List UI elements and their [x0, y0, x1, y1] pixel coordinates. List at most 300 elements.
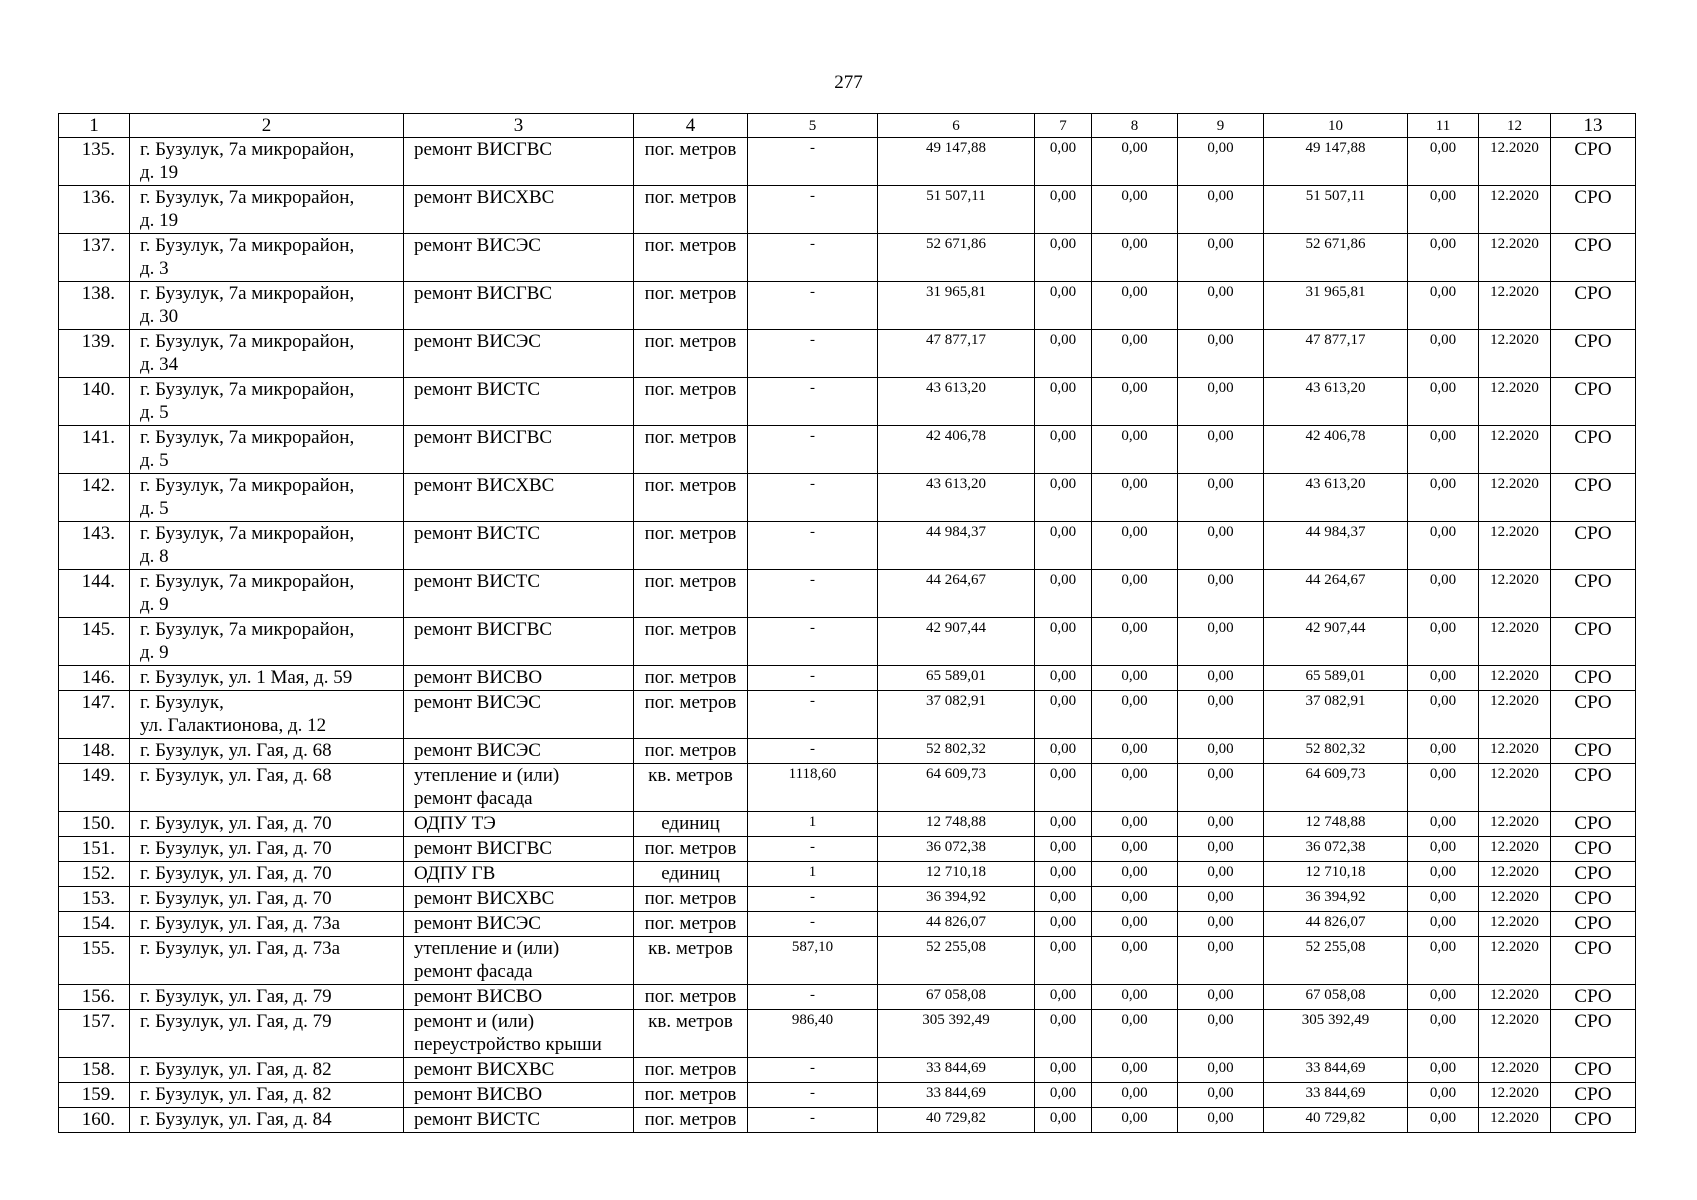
work-type-cell-line: утепление и (или) — [414, 765, 560, 786]
fund-col7-cell: 0,00 — [1035, 837, 1092, 862]
work-type-cell-line: ремонт фасада — [414, 788, 533, 809]
fund-col11-cell: 0,00 — [1408, 570, 1479, 618]
table-row — [59, 570, 1636, 618]
address-cell-line: г. Бузулук, 7а микрорайон, — [140, 619, 355, 640]
address-cell-line: ул. Галактионова, д. 12 — [140, 715, 327, 736]
executor-cell: СРО — [1551, 739, 1636, 764]
repair-registry-table — [58, 113, 1636, 1133]
address-cell-line: г. Бузулук, ул. Гая, д. 70 — [140, 888, 332, 909]
volume-cell: - — [748, 691, 878, 739]
address-cell-line: г. Бузулук, 7а микрорайон, — [140, 427, 355, 448]
table-row — [59, 887, 1636, 912]
deadline-cell: 12.2020 — [1479, 912, 1551, 937]
table-row — [59, 522, 1636, 570]
work-type-cell — [404, 739, 634, 764]
table-row — [59, 837, 1636, 862]
fund-col9-cell: 0,00 — [1178, 522, 1264, 570]
fund-col11-cell: 0,00 — [1408, 739, 1479, 764]
work-type-cell-line: ремонт ВИСТС — [414, 523, 541, 544]
row-number: 136. — [59, 186, 130, 234]
column-number-cell: 9 — [1178, 114, 1264, 138]
work-type-cell-line: ремонт ВИСГВС — [414, 139, 553, 160]
address-cell-line: д. 8 — [140, 546, 169, 567]
executor-cell: СРО — [1551, 330, 1636, 378]
fund-col8-cell: 0,00 — [1092, 1108, 1178, 1133]
row-number: 135. — [59, 138, 130, 186]
fund-col8-cell: 0,00 — [1092, 282, 1178, 330]
address-cell-line: г. Бузулук, 7а микрорайон, — [140, 379, 355, 400]
fund-col11-cell: 0,00 — [1408, 522, 1479, 570]
address-cell — [130, 570, 404, 618]
fund-col7-cell: 0,00 — [1035, 1058, 1092, 1083]
column-number-row — [59, 114, 1636, 138]
fund-col9-cell: 0,00 — [1178, 1083, 1264, 1108]
total-cell: 51 507,11 — [1264, 186, 1408, 234]
cost-cell: 52 671,86 — [878, 234, 1035, 282]
column-number-cell: 5 — [748, 114, 878, 138]
deadline-cell: 12.2020 — [1479, 138, 1551, 186]
volume-cell: - — [748, 887, 878, 912]
work-type-cell-line: ремонт ВИСХВС — [414, 475, 555, 496]
work-type-cell — [404, 1010, 634, 1058]
row-number: 147. — [59, 691, 130, 739]
row-number: 137. — [59, 234, 130, 282]
total-cell: 40 729,82 — [1264, 1108, 1408, 1133]
fund-col9-cell: 0,00 — [1178, 1108, 1264, 1133]
fund-col11-cell: 0,00 — [1408, 1083, 1479, 1108]
row-number: 140. — [59, 378, 130, 426]
fund-col9-cell: 0,00 — [1178, 186, 1264, 234]
table-row — [59, 330, 1636, 378]
fund-col7-cell: 0,00 — [1035, 985, 1092, 1010]
work-type-cell — [404, 912, 634, 937]
address-cell — [130, 862, 404, 887]
deadline-cell: 12.2020 — [1479, 739, 1551, 764]
unit-cell: пог. метров — [634, 887, 748, 912]
column-number-cell: 11 — [1408, 114, 1479, 138]
work-type-cell-line: переустройство крыши — [414, 1034, 602, 1055]
unit-cell: пог. метров — [634, 666, 748, 691]
work-type-cell — [404, 570, 634, 618]
fund-col8-cell: 0,00 — [1092, 330, 1178, 378]
fund-col9-cell: 0,00 — [1178, 426, 1264, 474]
address-cell-line: г. Бузулук, ул. Гая, д. 70 — [140, 813, 332, 834]
table-row — [59, 618, 1636, 666]
total-cell: 36 072,38 — [1264, 837, 1408, 862]
fund-col7-cell: 0,00 — [1035, 378, 1092, 426]
work-type-cell — [404, 138, 634, 186]
volume-cell: - — [748, 618, 878, 666]
address-cell — [130, 1083, 404, 1108]
total-cell: 36 394,92 — [1264, 887, 1408, 912]
fund-col7-cell: 0,00 — [1035, 618, 1092, 666]
work-type-cell — [404, 1083, 634, 1108]
fund-col7-cell: 0,00 — [1035, 186, 1092, 234]
work-type-cell-line: ремонт ВИСГВС — [414, 619, 553, 640]
fund-col7-cell: 0,00 — [1035, 1108, 1092, 1133]
total-cell: 43 613,20 — [1264, 378, 1408, 426]
fund-col8-cell: 0,00 — [1092, 1083, 1178, 1108]
fund-col9-cell: 0,00 — [1178, 1010, 1264, 1058]
table-row — [59, 812, 1636, 837]
address-cell — [130, 912, 404, 937]
work-type-cell-line: ОДПУ ТЭ — [414, 813, 496, 834]
deadline-cell: 12.2020 — [1479, 691, 1551, 739]
fund-col7-cell: 0,00 — [1035, 570, 1092, 618]
volume-cell: - — [748, 1083, 878, 1108]
unit-cell: единиц — [634, 862, 748, 887]
work-type-cell-line: ремонт ВИСХВС — [414, 187, 555, 208]
address-cell-line: г. Бузулук, ул. Гая, д. 70 — [140, 863, 332, 884]
unit-cell: пог. метров — [634, 1083, 748, 1108]
address-cell-line: д. 34 — [140, 354, 179, 375]
fund-col11-cell: 0,00 — [1408, 186, 1479, 234]
executor-cell: СРО — [1551, 138, 1636, 186]
address-cell-line: г. Бузулук, 7а микрорайон, — [140, 571, 355, 592]
fund-col11-cell: 0,00 — [1408, 764, 1479, 812]
executor-cell: СРО — [1551, 837, 1636, 862]
total-cell: 49 147,88 — [1264, 138, 1408, 186]
work-type-cell — [404, 691, 634, 739]
fund-col7-cell: 0,00 — [1035, 522, 1092, 570]
fund-col7-cell: 0,00 — [1035, 691, 1092, 739]
unit-cell: кв. метров — [634, 764, 748, 812]
fund-col9-cell: 0,00 — [1178, 837, 1264, 862]
unit-cell: пог. метров — [634, 691, 748, 739]
fund-col7-cell: 0,00 — [1035, 812, 1092, 837]
table-row — [59, 764, 1636, 812]
address-cell — [130, 138, 404, 186]
fund-col7-cell: 0,00 — [1035, 739, 1092, 764]
fund-col9-cell: 0,00 — [1178, 666, 1264, 691]
address-cell-line: г. Бузулук, 7а микрорайон, — [140, 331, 355, 352]
table-row — [59, 739, 1636, 764]
deadline-cell: 12.2020 — [1479, 812, 1551, 837]
cost-cell: 305 392,49 — [878, 1010, 1035, 1058]
executor-cell: СРО — [1551, 426, 1636, 474]
address-cell-line: д. 19 — [140, 162, 179, 183]
executor-cell: СРО — [1551, 912, 1636, 937]
address-cell-line: г. Бузулук, 7а микрорайон, — [140, 283, 355, 304]
table-row — [59, 1010, 1636, 1058]
total-cell: 37 082,91 — [1264, 691, 1408, 739]
fund-col11-cell: 0,00 — [1408, 1058, 1479, 1083]
column-number-cell: 6 — [878, 114, 1035, 138]
work-type-cell-line: ремонт ВИСЭС — [414, 740, 541, 761]
address-cell-line: г. Бузулук, ул. Гая, д. 84 — [140, 1109, 332, 1130]
total-cell: 44 826,07 — [1264, 912, 1408, 937]
table-row — [59, 985, 1636, 1010]
total-cell: 43 613,20 — [1264, 474, 1408, 522]
row-number: 155. — [59, 937, 130, 985]
table-row — [59, 1058, 1636, 1083]
volume-cell: - — [748, 912, 878, 937]
table-row — [59, 937, 1636, 985]
total-cell: 305 392,49 — [1264, 1010, 1408, 1058]
work-type-cell — [404, 330, 634, 378]
cost-cell: 12 710,18 — [878, 862, 1035, 887]
fund-col9-cell: 0,00 — [1178, 985, 1264, 1010]
fund-col9-cell: 0,00 — [1178, 862, 1264, 887]
column-number-cell: 1 — [59, 114, 130, 138]
fund-col11-cell: 0,00 — [1408, 138, 1479, 186]
fund-col9-cell: 0,00 — [1178, 234, 1264, 282]
fund-col9-cell: 0,00 — [1178, 378, 1264, 426]
address-cell — [130, 1058, 404, 1083]
total-cell: 33 844,69 — [1264, 1083, 1408, 1108]
cost-cell: 51 507,11 — [878, 186, 1035, 234]
fund-col8-cell: 0,00 — [1092, 138, 1178, 186]
total-cell: 44 984,37 — [1264, 522, 1408, 570]
volume-cell: - — [748, 138, 878, 186]
total-cell: 42 406,78 — [1264, 426, 1408, 474]
fund-col8-cell: 0,00 — [1092, 837, 1178, 862]
executor-cell: СРО — [1551, 1010, 1636, 1058]
work-type-cell — [404, 1108, 634, 1133]
address-cell — [130, 186, 404, 234]
deadline-cell: 12.2020 — [1479, 618, 1551, 666]
column-number-cell: 12 — [1479, 114, 1551, 138]
cost-cell: 64 609,73 — [878, 764, 1035, 812]
work-type-cell-line: ремонт ВИСВО — [414, 986, 543, 1007]
address-cell-line: г. Бузулук, ул. Гая, д. 73а — [140, 938, 341, 959]
unit-cell: кв. метров — [634, 937, 748, 985]
fund-col11-cell: 0,00 — [1408, 282, 1479, 330]
address-cell — [130, 426, 404, 474]
work-type-cell-line: ремонт ВИСТС — [414, 571, 541, 592]
work-type-cell-line: ремонт и (или) — [414, 1011, 535, 1032]
work-type-cell — [404, 474, 634, 522]
fund-col7-cell: 0,00 — [1035, 1083, 1092, 1108]
row-number: 152. — [59, 862, 130, 887]
executor-cell: СРО — [1551, 186, 1636, 234]
work-type-cell-line: ремонт ВИСЭС — [414, 331, 541, 352]
address-cell-line: г. Бузулук, 7а микрорайон, — [140, 523, 355, 544]
address-cell-line: д. 5 — [140, 450, 169, 471]
fund-col7-cell: 0,00 — [1035, 666, 1092, 691]
address-cell-line: д. 9 — [140, 642, 169, 663]
work-type-cell — [404, 666, 634, 691]
cost-cell: 44 826,07 — [878, 912, 1035, 937]
work-type-cell-line: ремонт ВИСГВС — [414, 838, 553, 859]
work-type-cell — [404, 764, 634, 812]
row-number: 142. — [59, 474, 130, 522]
cost-cell: 47 877,17 — [878, 330, 1035, 378]
total-cell: 12 748,88 — [1264, 812, 1408, 837]
table-row — [59, 186, 1636, 234]
fund-col11-cell: 0,00 — [1408, 887, 1479, 912]
total-cell: 64 609,73 — [1264, 764, 1408, 812]
fund-col11-cell: 0,00 — [1408, 837, 1479, 862]
cost-cell: 67 058,08 — [878, 985, 1035, 1010]
executor-cell: СРО — [1551, 1083, 1636, 1108]
fund-col9-cell: 0,00 — [1178, 691, 1264, 739]
fund-col9-cell: 0,00 — [1178, 764, 1264, 812]
work-type-cell — [404, 837, 634, 862]
fund-col9-cell: 0,00 — [1178, 739, 1264, 764]
cost-cell: 43 613,20 — [878, 378, 1035, 426]
unit-cell: кв. метров — [634, 1010, 748, 1058]
address-cell — [130, 618, 404, 666]
deadline-cell: 12.2020 — [1479, 282, 1551, 330]
column-number-cell: 4 — [634, 114, 748, 138]
total-cell: 47 877,17 — [1264, 330, 1408, 378]
fund-col11-cell: 0,00 — [1408, 937, 1479, 985]
total-cell: 52 255,08 — [1264, 937, 1408, 985]
address-cell-line: г. Бузулук, 7а микрорайон, — [140, 139, 355, 160]
cost-cell: 31 965,81 — [878, 282, 1035, 330]
column-number-cell: 2 — [130, 114, 404, 138]
cost-cell: 44 984,37 — [878, 522, 1035, 570]
page-number: 277 — [834, 72, 863, 93]
deadline-cell: 12.2020 — [1479, 330, 1551, 378]
unit-cell: пог. метров — [634, 474, 748, 522]
total-cell: 67 058,08 — [1264, 985, 1408, 1010]
address-cell — [130, 837, 404, 862]
fund-col11-cell: 0,00 — [1408, 812, 1479, 837]
fund-col8-cell: 0,00 — [1092, 937, 1178, 985]
address-cell — [130, 234, 404, 282]
executor-cell: СРО — [1551, 522, 1636, 570]
unit-cell: пог. метров — [634, 739, 748, 764]
fund-col8-cell: 0,00 — [1092, 426, 1178, 474]
volume-cell: - — [748, 282, 878, 330]
fund-col8-cell: 0,00 — [1092, 474, 1178, 522]
row-number: 141. — [59, 426, 130, 474]
unit-cell: пог. метров — [634, 186, 748, 234]
fund-col7-cell: 0,00 — [1035, 764, 1092, 812]
total-cell: 65 589,01 — [1264, 666, 1408, 691]
work-type-cell — [404, 618, 634, 666]
address-cell-line: г. Бузулук, ул. Гая, д. 82 — [140, 1084, 332, 1105]
unit-cell: пог. метров — [634, 330, 748, 378]
address-cell — [130, 378, 404, 426]
cost-cell: 42 907,44 — [878, 618, 1035, 666]
executor-cell: СРО — [1551, 1058, 1636, 1083]
work-type-cell-line: утепление и (или) — [414, 938, 560, 959]
volume-cell: - — [748, 330, 878, 378]
fund-col9-cell: 0,00 — [1178, 1058, 1264, 1083]
executor-cell: СРО — [1551, 282, 1636, 330]
fund-col8-cell: 0,00 — [1092, 812, 1178, 837]
fund-col8-cell: 0,00 — [1092, 691, 1178, 739]
volume-cell: - — [748, 186, 878, 234]
work-type-cell-line: ремонт ВИСХВС — [414, 888, 555, 909]
column-number-cell: 3 — [404, 114, 634, 138]
fund-col9-cell: 0,00 — [1178, 912, 1264, 937]
cost-cell: 12 748,88 — [878, 812, 1035, 837]
fund-col9-cell: 0,00 — [1178, 812, 1264, 837]
executor-cell: СРО — [1551, 378, 1636, 426]
address-cell-line: г. Бузулук, 7а микрорайон, — [140, 475, 355, 496]
unit-cell: пог. метров — [634, 837, 748, 862]
unit-cell: пог. метров — [634, 985, 748, 1010]
table-row — [59, 138, 1636, 186]
address-cell-line: г. Бузулук, ул. Гая, д. 68 — [140, 740, 332, 761]
address-cell — [130, 937, 404, 985]
cost-cell: 33 844,69 — [878, 1058, 1035, 1083]
address-cell — [130, 1010, 404, 1058]
row-number: 145. — [59, 618, 130, 666]
cost-cell: 52 255,08 — [878, 937, 1035, 985]
volume-cell: - — [748, 378, 878, 426]
fund-col7-cell: 0,00 — [1035, 474, 1092, 522]
address-cell-line: г. Бузулук, ул. Гая, д. 79 — [140, 1011, 332, 1032]
deadline-cell: 12.2020 — [1479, 378, 1551, 426]
table-row — [59, 1108, 1636, 1133]
volume-cell: - — [748, 474, 878, 522]
executor-cell: СРО — [1551, 1108, 1636, 1133]
address-cell-line: д. 5 — [140, 498, 169, 519]
deadline-cell: 12.2020 — [1479, 837, 1551, 862]
table-row — [59, 691, 1636, 739]
deadline-cell: 12.2020 — [1479, 522, 1551, 570]
fund-col7-cell: 0,00 — [1035, 887, 1092, 912]
row-number: 139. — [59, 330, 130, 378]
fund-col11-cell: 0,00 — [1408, 912, 1479, 937]
volume-cell: - — [748, 985, 878, 1010]
deadline-cell: 12.2020 — [1479, 426, 1551, 474]
address-cell-line: г. Бузулук, ул. Гая, д. 70 — [140, 838, 332, 859]
row-number: 143. — [59, 522, 130, 570]
cost-cell: 43 613,20 — [878, 474, 1035, 522]
cost-cell: 42 406,78 — [878, 426, 1035, 474]
executor-cell: СРО — [1551, 570, 1636, 618]
row-number: 156. — [59, 985, 130, 1010]
address-cell-line: г. Бузулук, ул. 1 Мая, д. 59 — [140, 667, 353, 688]
row-number: 151. — [59, 837, 130, 862]
row-number: 153. — [59, 887, 130, 912]
work-type-cell-line: ремонт ВИСВО — [414, 1084, 543, 1105]
fund-col8-cell: 0,00 — [1092, 912, 1178, 937]
table-row — [59, 474, 1636, 522]
volume-cell: 986,40 — [748, 1010, 878, 1058]
work-type-cell — [404, 522, 634, 570]
row-number: 144. — [59, 570, 130, 618]
row-number: 138. — [59, 282, 130, 330]
fund-col8-cell: 0,00 — [1092, 522, 1178, 570]
total-cell: 12 710,18 — [1264, 862, 1408, 887]
fund-col11-cell: 0,00 — [1408, 378, 1479, 426]
work-type-cell-line: ремонт ВИСГВС — [414, 427, 553, 448]
fund-col9-cell: 0,00 — [1178, 282, 1264, 330]
address-cell — [130, 666, 404, 691]
fund-col9-cell: 0,00 — [1178, 937, 1264, 985]
fund-col8-cell: 0,00 — [1092, 666, 1178, 691]
fund-col9-cell: 0,00 — [1178, 330, 1264, 378]
address-cell — [130, 812, 404, 837]
volume-cell: - — [748, 1108, 878, 1133]
address-cell — [130, 887, 404, 912]
deadline-cell: 12.2020 — [1479, 1010, 1551, 1058]
work-type-cell — [404, 282, 634, 330]
volume-cell: 587,10 — [748, 937, 878, 985]
fund-col11-cell: 0,00 — [1408, 426, 1479, 474]
fund-col9-cell: 0,00 — [1178, 887, 1264, 912]
total-cell: 52 671,86 — [1264, 234, 1408, 282]
total-cell: 33 844,69 — [1264, 1058, 1408, 1083]
column-number-cell: 10 — [1264, 114, 1408, 138]
unit-cell: пог. метров — [634, 1108, 748, 1133]
fund-col9-cell: 0,00 — [1178, 570, 1264, 618]
deadline-cell: 12.2020 — [1479, 862, 1551, 887]
volume-cell: - — [748, 570, 878, 618]
work-type-cell-line: ремонт ВИСТС — [414, 379, 541, 400]
row-number: 154. — [59, 912, 130, 937]
fund-col11-cell: 0,00 — [1408, 330, 1479, 378]
total-cell: 44 264,67 — [1264, 570, 1408, 618]
unit-cell: пог. метров — [634, 234, 748, 282]
